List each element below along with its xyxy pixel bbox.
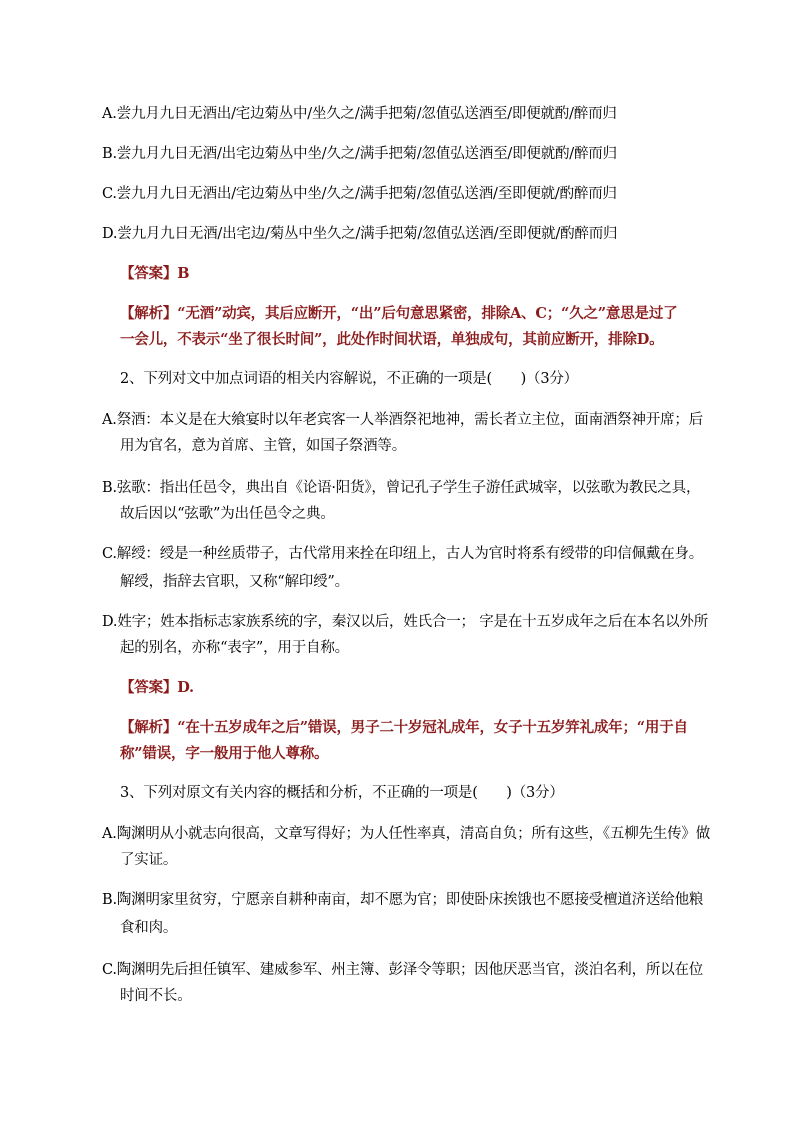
option-label: C. — [102, 186, 117, 202]
analysis-line-1: “无酒”动宾，其后应断开，“出”后句意思紧密，排除A、C；“久之”意思是过了 — [177, 305, 678, 322]
option-line-1: 弦歌：指出任邑令，典出自《论语·阳货》，曾记孔子学生子游任武城宰，以弦歌为教民之具， — [116, 480, 701, 496]
option-line-1: 陶渊明家里贫穷，宁愿亲自耕种南亩，却不愿为官；即使卧床挨饿也不愿接受檀道济送给他粮 — [116, 892, 704, 908]
answer-tag: 【答案】 — [120, 679, 178, 696]
option-line-2: 解绶，指辞去官职，又称“解印绶”。 — [120, 574, 349, 590]
question-stem: 2、下列对文中加点词语的相关内容解说，不正确的一项是( )（3分） — [120, 371, 578, 387]
option-label: B. — [102, 146, 117, 162]
analysis-line-2: 称”错误，字一般用于他人尊称。 — [120, 745, 329, 762]
option-label: C. — [102, 546, 117, 562]
question-stem: 3、下列对原文有关内容的概括和分析，不正确的一项是( )（3分） — [120, 785, 564, 801]
answer-tag: 【答案】 — [120, 265, 178, 282]
option-line-2: 食和肉。 — [120, 920, 178, 936]
option-label: C. — [102, 962, 117, 978]
option-line-2: 了实证。 — [120, 852, 178, 868]
option-label: B. — [102, 892, 117, 908]
option-line-1: 祭酒：本义是在大飨宴时以年老宾客一人举酒祭祀地神，需长者立主位，面南酒祭神开席；后 — [116, 412, 703, 428]
option-label: D. — [102, 614, 118, 630]
option-line-2: 用为官名，意为首席、主管，如国子祭酒等。 — [120, 438, 406, 454]
analysis-tag: 【解析】 — [120, 719, 178, 736]
option-label: A. — [102, 412, 117, 428]
option-text: 尝九月九日无酒出/宅边菊丛中/坐久之/满手把菊/忽值弘送酒至/即便就酌/醉而归 — [116, 106, 617, 122]
option-text: 尝九月九日无酒/出宅边菊丛中坐/久之/满手把菊/忽值弘送酒至/即便就酌/醉而归 — [116, 146, 617, 162]
option-line-2: 时间不长。 — [120, 988, 192, 1004]
option-line-2: 故后因以“弦歌”为出任邑令之典。 — [120, 506, 335, 522]
option-line-1: 解绶：绶是一种丝质带子，古代常用来拴在印纽上，古人为官时将系有绶带的印信佩戴在身。 — [116, 546, 704, 562]
analysis-line-2: 一会儿，不表示“坐了很长时间”，此处作时间状语，单独成句，其前应断开，排除D。 — [120, 331, 664, 348]
option-line-2: 起的别名，亦称“表字”，用于自称。 — [120, 640, 349, 656]
option-label: A. — [102, 106, 117, 122]
option-label: A. — [102, 826, 117, 842]
answer-value: D. — [177, 679, 194, 696]
analysis-tag: 【解析】 — [120, 305, 178, 322]
analysis-line-1: “在十五岁成年之后”错误，男子二十岁冠礼成年，女子十五岁笄礼成年；“用于自 — [177, 719, 688, 736]
option-line-1: 姓字；姓本指标志家族系统的字，秦汉以后，姓氏合一； 字是在十五岁成年之后在本名以外所 — [117, 614, 709, 630]
option-text: 尝九月九日无酒出/宅边菊丛中坐/久之/满手把菊/忽值弘送酒/至即便就/酌醉而归 — [116, 186, 617, 202]
option-line-1: 陶渊明从小就志向很高，文章写得好；为人任性率真，清高自负；所有这些，《五柳先生传》做 — [116, 826, 711, 842]
option-line-1: 陶渊明先后担任镇军、建威参军、州主簿、彭泽令等职；因他厌恶当官，淡泊名利，所以在位 — [116, 962, 704, 978]
option-label: B. — [102, 480, 117, 496]
option-text: 尝九月九日无酒/出宅边/菊丛中坐久之/满手把菊/忽值弘送酒/至即便就/酌醉而归 — [117, 226, 618, 242]
answer-value: B — [177, 265, 190, 282]
option-label: D. — [102, 226, 118, 242]
